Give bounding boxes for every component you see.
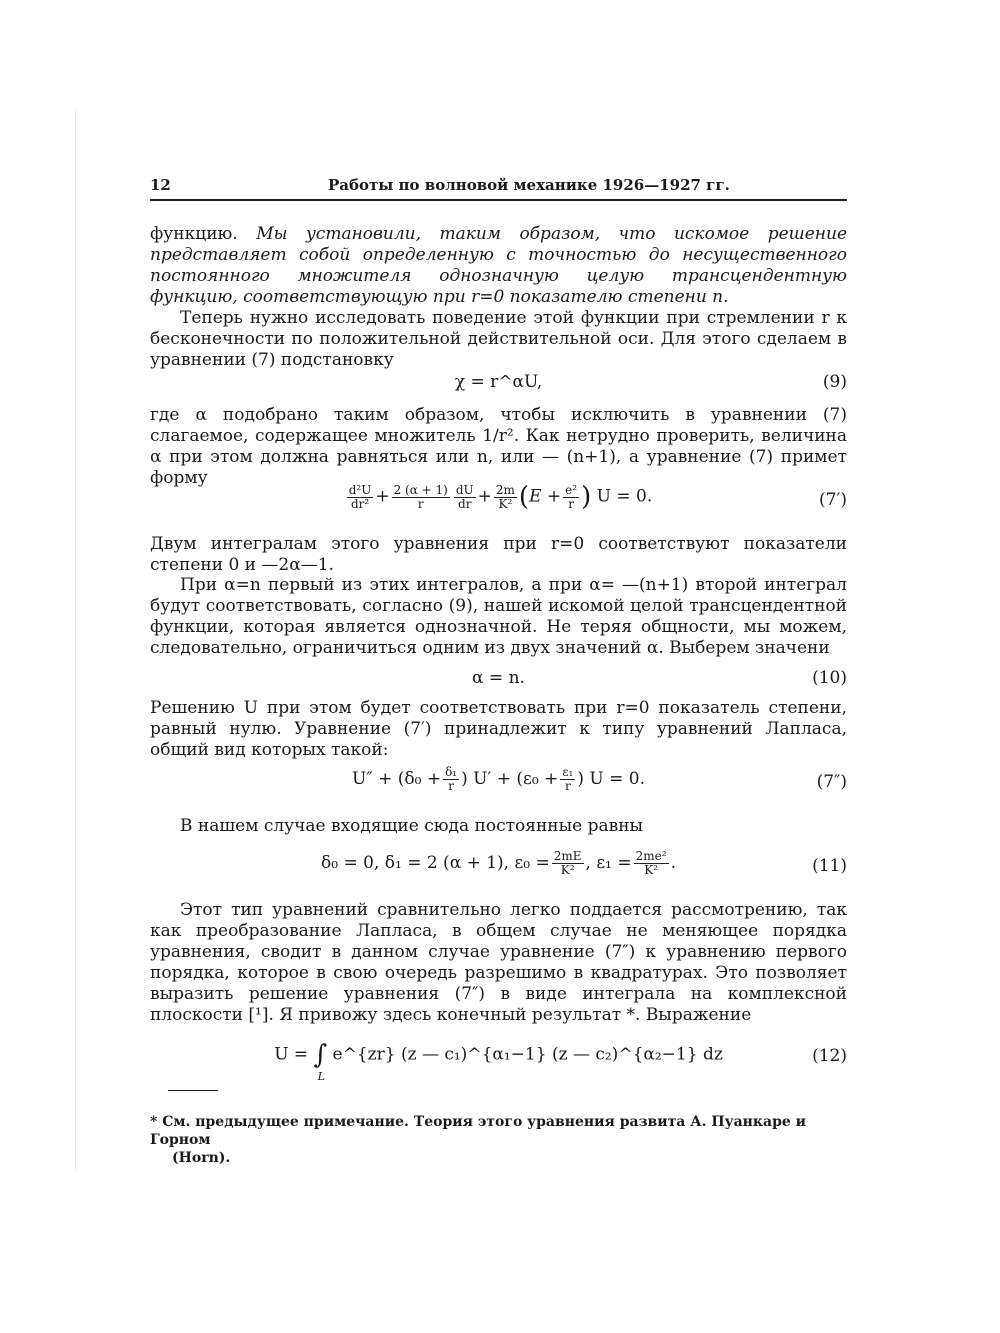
running-title: Работы по волновой механике 1926—1927 гг. xyxy=(328,176,730,194)
denominator: dr² xyxy=(350,496,370,511)
integral-symbol: ∫ xyxy=(313,1040,328,1070)
numerator: d²U xyxy=(348,482,372,497)
paragraph-1 xyxy=(150,224,847,308)
numerator: 2m xyxy=(495,482,515,497)
equation-10-formula: α = n. xyxy=(472,668,525,688)
paragraph-4: Двум интегралам этого уравнения при r=0 соответствуют показатели степени 0 и —2α—1. xyxy=(150,534,847,575)
fraction xyxy=(563,484,579,511)
denominator: dr xyxy=(458,496,472,511)
paragraph-6: Решению U при этом будет соответствовать при r=0 показатель степени, равный нулю. Уравнение (7′) принадлежит к типу уравнений Лапласа, общий вид которых такой: xyxy=(150,698,847,760)
numerator: δ₁ xyxy=(445,765,458,779)
equation-part: . xyxy=(670,853,676,873)
integral-sign xyxy=(313,1040,328,1083)
denominator: r xyxy=(564,779,571,793)
equation-10-number: (10) xyxy=(812,668,847,688)
paragraph-5: При α=n первый из этих интегралов, а при α= —(n+1) второй интеграл будут соответствовать, согласно (9), нашей искомой целой трансцендентной функции, которая является однозначной. Не теряя общности, мы можем, следовательно, ограничиться одним из двух значений α. Выберем значени xyxy=(150,575,847,658)
equation-7-double-prime-formula xyxy=(150,766,847,793)
equation-part: , ε₁ = xyxy=(585,853,632,873)
fraction xyxy=(552,850,584,877)
page-gutter-line xyxy=(75,110,76,1170)
equation-12-formula xyxy=(150,1040,847,1083)
equation-12 xyxy=(150,1036,847,1086)
numerator: 2mE xyxy=(553,849,582,863)
fraction xyxy=(454,484,476,511)
equation-part: δ₀ = 0, δ₁ = 2 (α + 1), ε₀ = xyxy=(321,853,550,873)
fraction xyxy=(392,484,450,511)
fraction xyxy=(347,484,374,511)
fraction xyxy=(443,766,459,793)
paragraph-3: где α подобрано таким образом, чтобы исключить в уравнении (7) слагаемое, содержащее множитель 1/r². Как нетрудно проверить, величина α при этом должна равняться или n, или — (n+1), а уравнение (7) примет форму xyxy=(150,405,847,488)
numerator: dU xyxy=(455,482,474,497)
fraction xyxy=(494,484,517,511)
denominator: K² xyxy=(560,863,575,877)
equation-part: ) U = 0. xyxy=(577,769,645,789)
footnote-rule xyxy=(168,1090,218,1091)
numerator: 2me² xyxy=(635,849,667,863)
equation-11 xyxy=(150,846,847,886)
footnote-line-2: (Horn). xyxy=(172,1150,231,1166)
equation-tail: U = 0. xyxy=(596,486,653,507)
equation-12-lhs: U = xyxy=(274,1044,309,1065)
equation-11-formula xyxy=(150,850,847,877)
equation-12-rhs: e^{zr} (z — c₁)^{α₁−1} (z — c₂)^{α₂−1} dz xyxy=(332,1044,723,1065)
numerator: e² xyxy=(565,482,578,497)
integral-limit: L xyxy=(317,1070,325,1083)
footnote xyxy=(150,1113,847,1167)
running-header xyxy=(150,176,847,200)
equation-7-prime-number: (7′) xyxy=(819,490,847,510)
header-rule xyxy=(150,199,847,201)
equation-9-formula: χ = r^αU, xyxy=(454,372,543,392)
denominator: r xyxy=(568,496,574,511)
equation-part: U″ + (δ₀ + xyxy=(352,769,442,789)
fraction xyxy=(634,850,669,877)
page-number: 12 xyxy=(150,176,171,194)
paragraph-1-italic: Мы установили, таким образом, что искомое решение представляет собой определенную с точностью до несущественного постоянного множителя однозначную целую трансцендентную функцию, соответствующую при r=0 показателю степени n. xyxy=(150,224,848,307)
fraction xyxy=(560,766,575,793)
numerator: 2 (α + 1) xyxy=(393,482,448,497)
paragraph-8: Этот тип уравнений сравнительно легко поддается рассмотрению, так как преобразование Лапласа, в общем случае не меняющее порядка уравнения, сводит в данном случае уравнение (7″) к уравнению первого порядка, которое в свою очередь разрешимо в квадратурах. Это позволяет выразить решение уравнения (7″) в виде интеграла на комплексной плоскости [¹]. Я привожу здесь конечный результат *. Выражение xyxy=(150,900,847,1025)
denominator: r xyxy=(448,779,454,793)
denominator: K² xyxy=(498,496,513,511)
equation-9 xyxy=(150,368,847,400)
paragraph-1-lead: функцию. xyxy=(150,224,257,244)
numerator: ε₁ xyxy=(562,765,574,779)
equation-12-number: (12) xyxy=(812,1046,847,1066)
equation-7-double-prime xyxy=(150,762,847,802)
footnote-line-1: * См. предыдущее примечание. Теория этого уравнения развита А. Пуанкаре и Горном xyxy=(150,1114,807,1148)
equation-10 xyxy=(150,664,847,696)
paragraph-7: В нашем случае входящие сюда постоянные равны xyxy=(180,816,644,836)
equation-part: ) U′ + (ε₀ + xyxy=(461,769,559,789)
paragraph-2: Теперь нужно исследовать поведение этой функции при стремлении r к бесконечности по положительной действительной оси. Для этого сделаем в уравнении (7) подстановку xyxy=(150,308,847,370)
equation-7-double-prime-number: (7″) xyxy=(816,772,847,792)
equation-9-number: (9) xyxy=(822,372,847,392)
equation-7-prime-formula: $\frac{\text{d²U}}{\text{dr²}}$ + $\frac{2 (\alpha + 1)}{r}$ $\frac{dU}{dr}$ + $\frac{2m}{\text{K²}}$ (E + $\frac{\text{e²}}{r}$ ) U = 0. xyxy=(348,482,653,512)
equation-11-number: (11) xyxy=(812,856,847,876)
denominator: K² xyxy=(644,863,658,877)
denominator: r xyxy=(417,496,424,511)
equation-7-prime xyxy=(150,480,847,520)
